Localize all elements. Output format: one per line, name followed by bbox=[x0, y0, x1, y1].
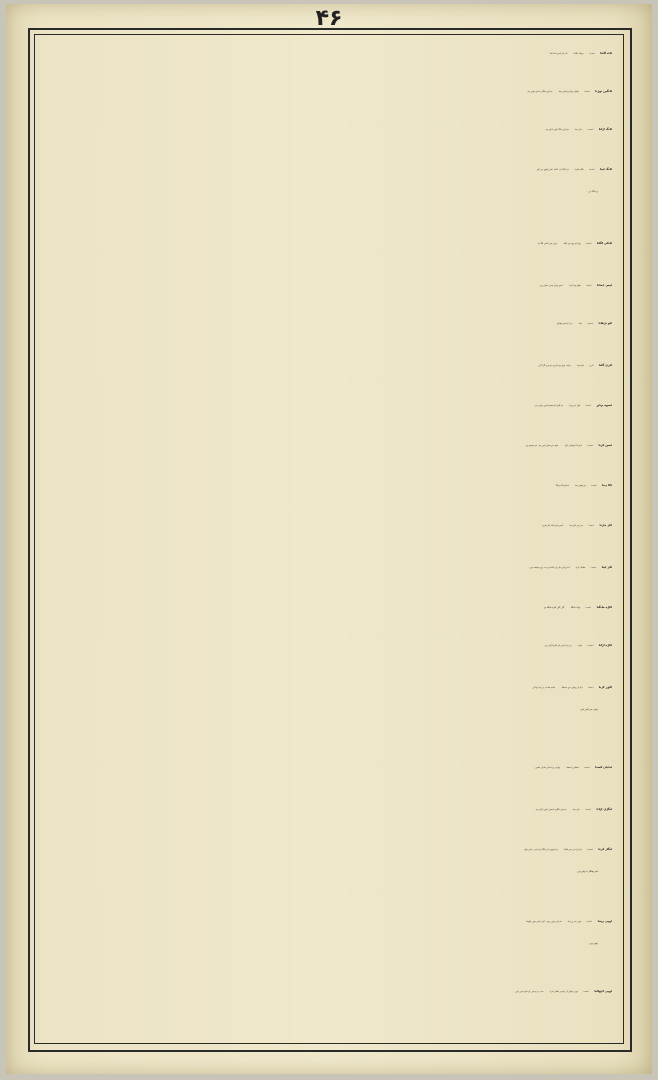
entry-headword: ٹانگیں توڑنا bbox=[595, 89, 612, 93]
entry-grammar: (متعدی) bbox=[590, 567, 597, 569]
idiom-entry bbox=[44, 672, 612, 721]
entry-headword: ٹکور کرنا bbox=[598, 685, 612, 689]
entry-headword: ٹنڈیاں کسنا bbox=[595, 765, 612, 769]
idiom-entry bbox=[44, 228, 612, 255]
idiom-entry bbox=[44, 592, 612, 619]
entry-sense: مشکیں باندھنا۔ bbox=[565, 767, 579, 769]
entry-sense: سر سے ٹکر دینا۔ bbox=[568, 525, 584, 527]
entry-headword: ٹانگ لینا bbox=[600, 167, 612, 171]
entry-headword: ٹاٹ اُلٹنا bbox=[600, 51, 612, 55]
idiom-entry-list bbox=[44, 38, 612, 1038]
entry-headword: ٹکڑے اڑانا bbox=[598, 643, 612, 647]
entry-sense: ٹوپی اچھال کر خوشی ظاہر کرنا۔ bbox=[548, 991, 578, 993]
entry-sense: دیوالہ نکالنا۔ bbox=[572, 53, 584, 55]
entry-example: تم اپنی ٹوپی پہنو۔ اہل دہلی ٹوپی اوڑھنا bbox=[526, 921, 562, 923]
entry-sense: دبلا ہونا۔ bbox=[576, 365, 585, 367]
entry-sense: مارنا۔ bbox=[577, 645, 583, 647]
entry-grammar: (متعدی) bbox=[586, 921, 593, 923]
entry-grammar: (متعدی) bbox=[589, 53, 595, 55]
entry-example: تم اپنی ٹانگ کیوں اڑاتے ہو۔ bbox=[544, 129, 569, 131]
entry-sense: ذرا ذرا سی چیز کھانا۔ bbox=[563, 849, 582, 851]
entry-grammar: (متعدی) bbox=[585, 405, 592, 407]
entry-headword: ٹسوے بہانے bbox=[596, 403, 612, 407]
entry-sense: ٹوپی سر پر دینا۔ bbox=[566, 921, 582, 923]
idiom-entry bbox=[44, 552, 612, 579]
entry-sense: مقابلہ کرنا۔ bbox=[574, 567, 586, 569]
entry-grammar: (متعدی) bbox=[585, 607, 592, 609]
entry-example: پولیس نے اسکی ٹنڈیاں کسیں۔ bbox=[534, 767, 561, 769]
entry-sense: تعلق پیدا کرنا۔ bbox=[568, 285, 581, 287]
entry-headword: ٹانگ اڑانا bbox=[598, 127, 612, 131]
entry-grammar: (متعدی) bbox=[585, 809, 592, 811]
idiom-entry bbox=[44, 906, 612, 955]
entry-headword: ٹٹری گلنا bbox=[598, 363, 612, 367]
entry-continuation: بولتے ہیں۔ bbox=[588, 942, 598, 945]
entry-grammar: (متعدی) bbox=[587, 129, 594, 131]
entry-grammar: (متعدی) bbox=[588, 525, 595, 527]
entry-grammar: (متعدی) bbox=[583, 991, 589, 993]
entry-grammar: (متعدی) bbox=[585, 243, 592, 245]
idiom-entry bbox=[44, 510, 612, 537]
idiom-entry bbox=[44, 752, 612, 779]
idiom-entry bbox=[44, 794, 612, 821]
entry-example: آخر کو اُسنے ٹاٹ الٹا۔ bbox=[548, 53, 568, 55]
entry-headword: ٹکر مارنا bbox=[599, 523, 612, 527]
entry-example: دولت خرچ ہونا میری تو ٹٹری گل گئی۔ bbox=[537, 365, 571, 367]
entry-example: ذرا ٹانگ لو۔ کاٹنا۔ قدم رکھتے ہی کتے bbox=[536, 169, 569, 171]
entry-grammar: (متعدی) bbox=[591, 485, 597, 487]
entry-grammar: (متعدی) bbox=[587, 445, 594, 447]
entry-headword: ٹٹو بڑھانا bbox=[598, 321, 612, 325]
entry-sense: دخل دینا۔ bbox=[573, 129, 583, 131]
entry-example: تم کاہے کو ٹسوے کیوں بہاتی ہو۔ bbox=[534, 405, 563, 407]
idiom-entry bbox=[44, 38, 612, 65]
entry-headword: ٹوپی پہننا bbox=[597, 919, 612, 923]
entry-grammar: (متعدی) bbox=[586, 285, 592, 287]
entry-sense: پھل کو بیچ سے کاٹنا۔ bbox=[562, 243, 581, 245]
entry-grammar: (متعدی) bbox=[587, 323, 594, 325]
entry-grammar: (متعدی) bbox=[584, 91, 590, 93]
entry-headword: ٹسن کرنا bbox=[598, 443, 612, 447]
entry-example: وہ میووں کی ٹنگار کرتا ہے۔ دہلی والے bbox=[524, 849, 558, 851]
entry-example: سب نے خوشی کے مارے اپنی اپنی bbox=[515, 991, 544, 993]
entry-example: تم اپنی ٹانگیں ناحق توڑتے ہو۔ bbox=[526, 91, 553, 93]
entry-example: تم اپنی ٹنگڑی اسمیں کیوں اڑاتے ہو۔ bbox=[534, 809, 567, 811]
entry-continuation: اسے ٹھنگار نا بولتے ہیں۔ bbox=[575, 870, 598, 873]
idiom-entry bbox=[44, 270, 612, 297]
idiom-entry bbox=[44, 350, 612, 377]
entry-headword: ٹوپی اچھالنا bbox=[594, 989, 612, 993]
entry-example: مجھ سے ٹسن کرتے ہو۔ غیر فصیح ہے۔ bbox=[524, 445, 559, 447]
idiom-entry bbox=[44, 154, 612, 203]
idiom-entry bbox=[44, 76, 612, 103]
entry-continuation: نے ٹانگ لی۔ bbox=[587, 190, 598, 193]
entry-headword: ٹنگڑی اڑانا bbox=[596, 807, 612, 811]
entry-example: دن رات لوٹی کے ٹکڑے اڑاتی ہے۔ bbox=[543, 645, 572, 647]
entry-headword: ٹکر لینا bbox=[601, 565, 612, 569]
entry-grammar: (متعدی) bbox=[584, 767, 590, 769]
idiom-entry bbox=[44, 470, 612, 497]
idiom-entry bbox=[44, 430, 612, 457]
entry-sense: بھیک مانگنا۔ bbox=[569, 607, 581, 609]
entry-example: بس اپنا ٹٹو بڑھایئے۔ bbox=[555, 323, 573, 325]
entry-example: اُسنے میرے ایک ٹکر ماری۔ bbox=[541, 525, 564, 527]
entry-continuation: پوٹلی سے ٹکور کرو۔ bbox=[579, 708, 598, 711]
entry-sense: دخل دینا۔ bbox=[571, 809, 581, 811]
entry-example: حکیم صاحب نے کہا دوا کی bbox=[532, 687, 556, 689]
entry-grammar: (متعدی) bbox=[588, 169, 595, 171]
entry-sense: فیل سے رونا۔ bbox=[568, 405, 581, 407]
entry-headword: ٹکا دینا bbox=[602, 483, 612, 487]
idiom-entry bbox=[44, 630, 612, 657]
entry-example: اُسنے کون ٹکر لے سکتا ہے شہ زور دولتمند ہیں۔ bbox=[528, 567, 570, 569]
idiom-entry bbox=[44, 834, 612, 883]
entry-headword: ٹانکی لگانا bbox=[596, 241, 612, 245]
entry-headword: ٹنگار کرنا bbox=[598, 847, 612, 851]
entry-headword: ٹپس جمانا bbox=[597, 283, 612, 287]
entry-example: تربوز میں ٹانکی لگا دو۔ bbox=[536, 243, 558, 245]
idiom-entry bbox=[44, 976, 612, 1003]
entry-grammar: (لازم) bbox=[589, 365, 594, 367]
entry-sense: دوا کی پوٹلی سے سینکنا۔ bbox=[560, 687, 583, 689]
entry-example: گلی گلی ٹکڑے مانگتا ہے۔ bbox=[542, 607, 565, 609]
entry-headword: ٹکڑے مانگنا bbox=[596, 605, 612, 609]
idiom-entry bbox=[44, 308, 612, 335]
entry-example: اسنے وہاں ٹپس جمائی ہے۔ bbox=[538, 285, 563, 287]
entry-sense: تھکان ہونا پریشان ہونا۔ bbox=[557, 91, 579, 93]
entry-grammar: (متعدی) bbox=[587, 849, 594, 851]
idiom-entry bbox=[44, 114, 612, 141]
entry-grammar: (متعدی) bbox=[587, 645, 594, 647]
entry-sense: دو پیسے دینا۔ bbox=[574, 485, 586, 487]
book-page bbox=[6, 4, 652, 1074]
entry-grammar: (متعدی) bbox=[587, 687, 594, 689]
entry-sense: خیل لانا بیوفائی کرنا۔ bbox=[563, 445, 583, 447]
entry-example: اسکو ٹکا دو نگا۔ bbox=[554, 485, 569, 487]
entry-sense: ٹانگ پکڑنا۔ bbox=[574, 169, 584, 171]
page-number: ۴۶ bbox=[315, 6, 343, 31]
entry-sense: جانا۔ bbox=[577, 323, 583, 325]
idiom-entry bbox=[44, 390, 612, 417]
